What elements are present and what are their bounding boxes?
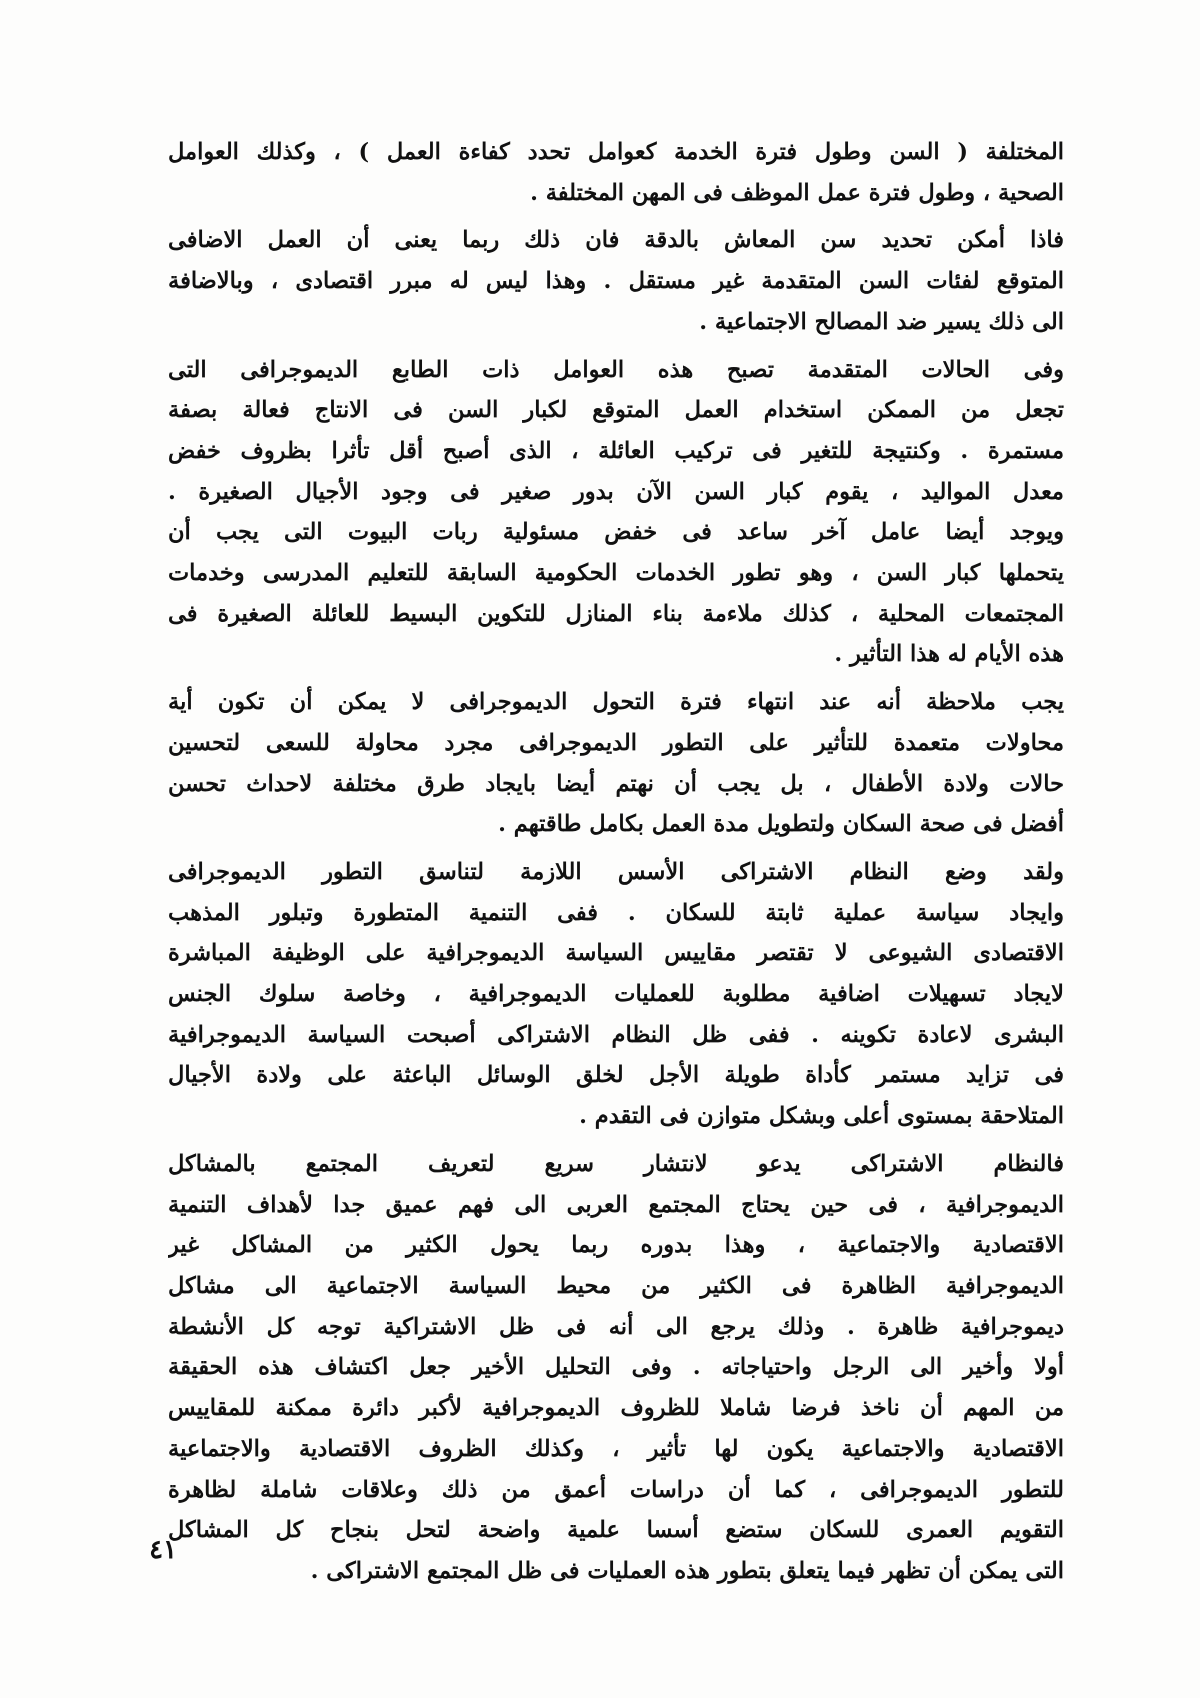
paragraph bbox=[168, 132, 1064, 213]
text-line: الاقتصادية والاجتماعية ، وهذا بدوره ربما يحول الكثير من المشاكل غير bbox=[168, 1232, 1064, 1259]
text-line: المختلفة ( السن وطول فترة الخدمة كعوامل تحدد كفاءة العمل ) ، وكذلك العوامل bbox=[168, 139, 1064, 165]
text-line: الديموجرافية ، فى حين يحتاج المجتمع العربى الى فهم عميق جدا لأهداف التنمية bbox=[168, 1191, 1064, 1218]
text-line: أولا وأخير الى الرجل واحتياجاته . وفى التحليل الأخير جعل اكتشاف هذه الحقيقة bbox=[168, 1354, 1064, 1381]
text-line: التقويم العمرى للسكان ستضع أسسا علمية واضحة لتحل بنجاح كل المشاكل bbox=[168, 1517, 1064, 1544]
text-line: الاقتصادى الشيوعى لا تقتصر مقاييس السياسة الديموجرافية على الوظيفة المباشرة bbox=[168, 940, 1064, 967]
text-line: وايجاد سياسة عملية ثابتة للسكان . ففى التنمية المتطورة وتبلور المذهب bbox=[168, 899, 1064, 926]
text-line: معدل المواليد ، يقوم كبار السن الآن بدور صغير فى وجود الأجيال الصغيرة . bbox=[168, 478, 1064, 505]
text-line: فالنظام الاشتراكى يدعو لانتشار سريع لتعريف المجتمع بالمشاكل bbox=[168, 1150, 1064, 1177]
text-line: المتلاحقة بمستوى أعلى وبشكل متوازن فى التقدم . bbox=[579, 1103, 1064, 1130]
text-line: الديموجرافية الظاهرة فى الكثير من محيط السياسة الاجتماعية الى مشاكل bbox=[168, 1272, 1064, 1299]
paragraph bbox=[168, 682, 1064, 845]
text-line: تجعل من الممكن استخدام العمل المتوقع لكبار السن فى الانتاج فعالة بصفة bbox=[168, 397, 1064, 424]
text-line: مستمرة . وكنتيجة للتغير فى تركيب العائلة ، الذى أصبح أقل تأثرا بظروف خفض bbox=[168, 437, 1064, 464]
text-line: هذه الأيام له هذا التأثير . bbox=[834, 641, 1064, 668]
text-line: المجتمعات المحلية ، كذلك ملاءمة بناء المنازل للتكوين البسيط للعائلة الصغيرة فى bbox=[168, 600, 1064, 627]
text-line: يجب ملاحظة أنه عند انتهاء فترة التحول الديموجرافى لا يمكن أن تكون أية bbox=[168, 689, 1064, 716]
text-line: لايجاد تسهيلات اضافية مطلوبة للعمليات الديموجرافية ، وخاصة سلوك الجنس bbox=[168, 981, 1064, 1008]
text-line: من المهم أن ناخذ فرضا شاملا للظروف الديموجرافية لأكبر دائرة ممكنة للمقاييس bbox=[168, 1395, 1064, 1422]
text-line: يتحملها كبار السن ، وهو تطور الخدمات الحكومية السابقة للتعليم المدرسى وخدمات bbox=[168, 560, 1064, 587]
paragraph bbox=[168, 350, 1064, 676]
text-line: الى ذلك يسير ضد المصالح الاجتماعية . bbox=[699, 308, 1064, 335]
text-line: وفى الحالات المتقدمة تصبح هذه العوامل ذات الطابع الديموجرافى التى bbox=[168, 356, 1064, 383]
body-text bbox=[168, 132, 1064, 1599]
text-line: ديموجرافية ظاهرة . وذلك يرجع الى أنه فى ظل الاشتراكية توجه كل الأنشطة bbox=[168, 1313, 1064, 1340]
text-line: فاذا أمكن تحديد سن المعاش بالدقة فان ذلك ربما يعنى أن العمل الاضافى bbox=[168, 227, 1064, 254]
text-line: للتطور الديموجرافى ، كما أن دراسات أعمق من ذلك وعلاقات شاملة لظاهرة bbox=[168, 1476, 1064, 1503]
text-line: الصحية ، وطول فترة عمل الموظف فى المهن المختلفة . bbox=[530, 179, 1064, 206]
text-line: المتوقع لفئات السن المتقدمة غير مستقل . وهذا ليس له مبرر اقتصادى ، وبالاضافة bbox=[168, 268, 1064, 295]
text-line: حالات ولادة الأطفال ، بل يجب أن نهتم أيضا بايجاد طرق مختلفة لاحداث تحسن bbox=[168, 770, 1064, 797]
paragraph bbox=[168, 1144, 1064, 1592]
text-line: الاقتصادية والاجتماعية يكون لها تأثير ، وكذلك الظروف الاقتصادية والاجتماعية bbox=[168, 1435, 1064, 1462]
text-line: التى يمكن أن تظهر فيما يتعلق بتطور هذه العمليات فى ظل المجتمع الاشتراكى . bbox=[310, 1557, 1064, 1584]
text-line: البشرى لاعادة تكوينه . ففى ظل النظام الاشتراكى أصبحت السياسة الديموجرافية bbox=[168, 1021, 1064, 1048]
text-line: فى تزايد مستمر كأداة طويلة الأجل لخلق الوسائل الباعثة على ولادة الأجيال bbox=[168, 1062, 1064, 1089]
text-line: أفضل فى صحة السكان ولتطويل مدة العمل بكامل طاقتهم . bbox=[498, 811, 1064, 838]
text-line: ولقد وضع النظام الاشتراكى الأسس اللازمة لتناسق التطور الديموجرافى bbox=[168, 858, 1064, 885]
paragraph bbox=[168, 220, 1064, 342]
text-line: محاولات متعمدة للتأثير على التطور الديموجرافى مجرد محاولة للسعى لتحسين bbox=[168, 729, 1064, 756]
page-number: ٤١ bbox=[149, 1535, 177, 1565]
paragraph bbox=[168, 852, 1064, 1137]
text-line: ويوجد أيضا عامل آخر ساعد فى خفض مسئولية ربات البيوت التى يجب أن bbox=[168, 519, 1064, 546]
